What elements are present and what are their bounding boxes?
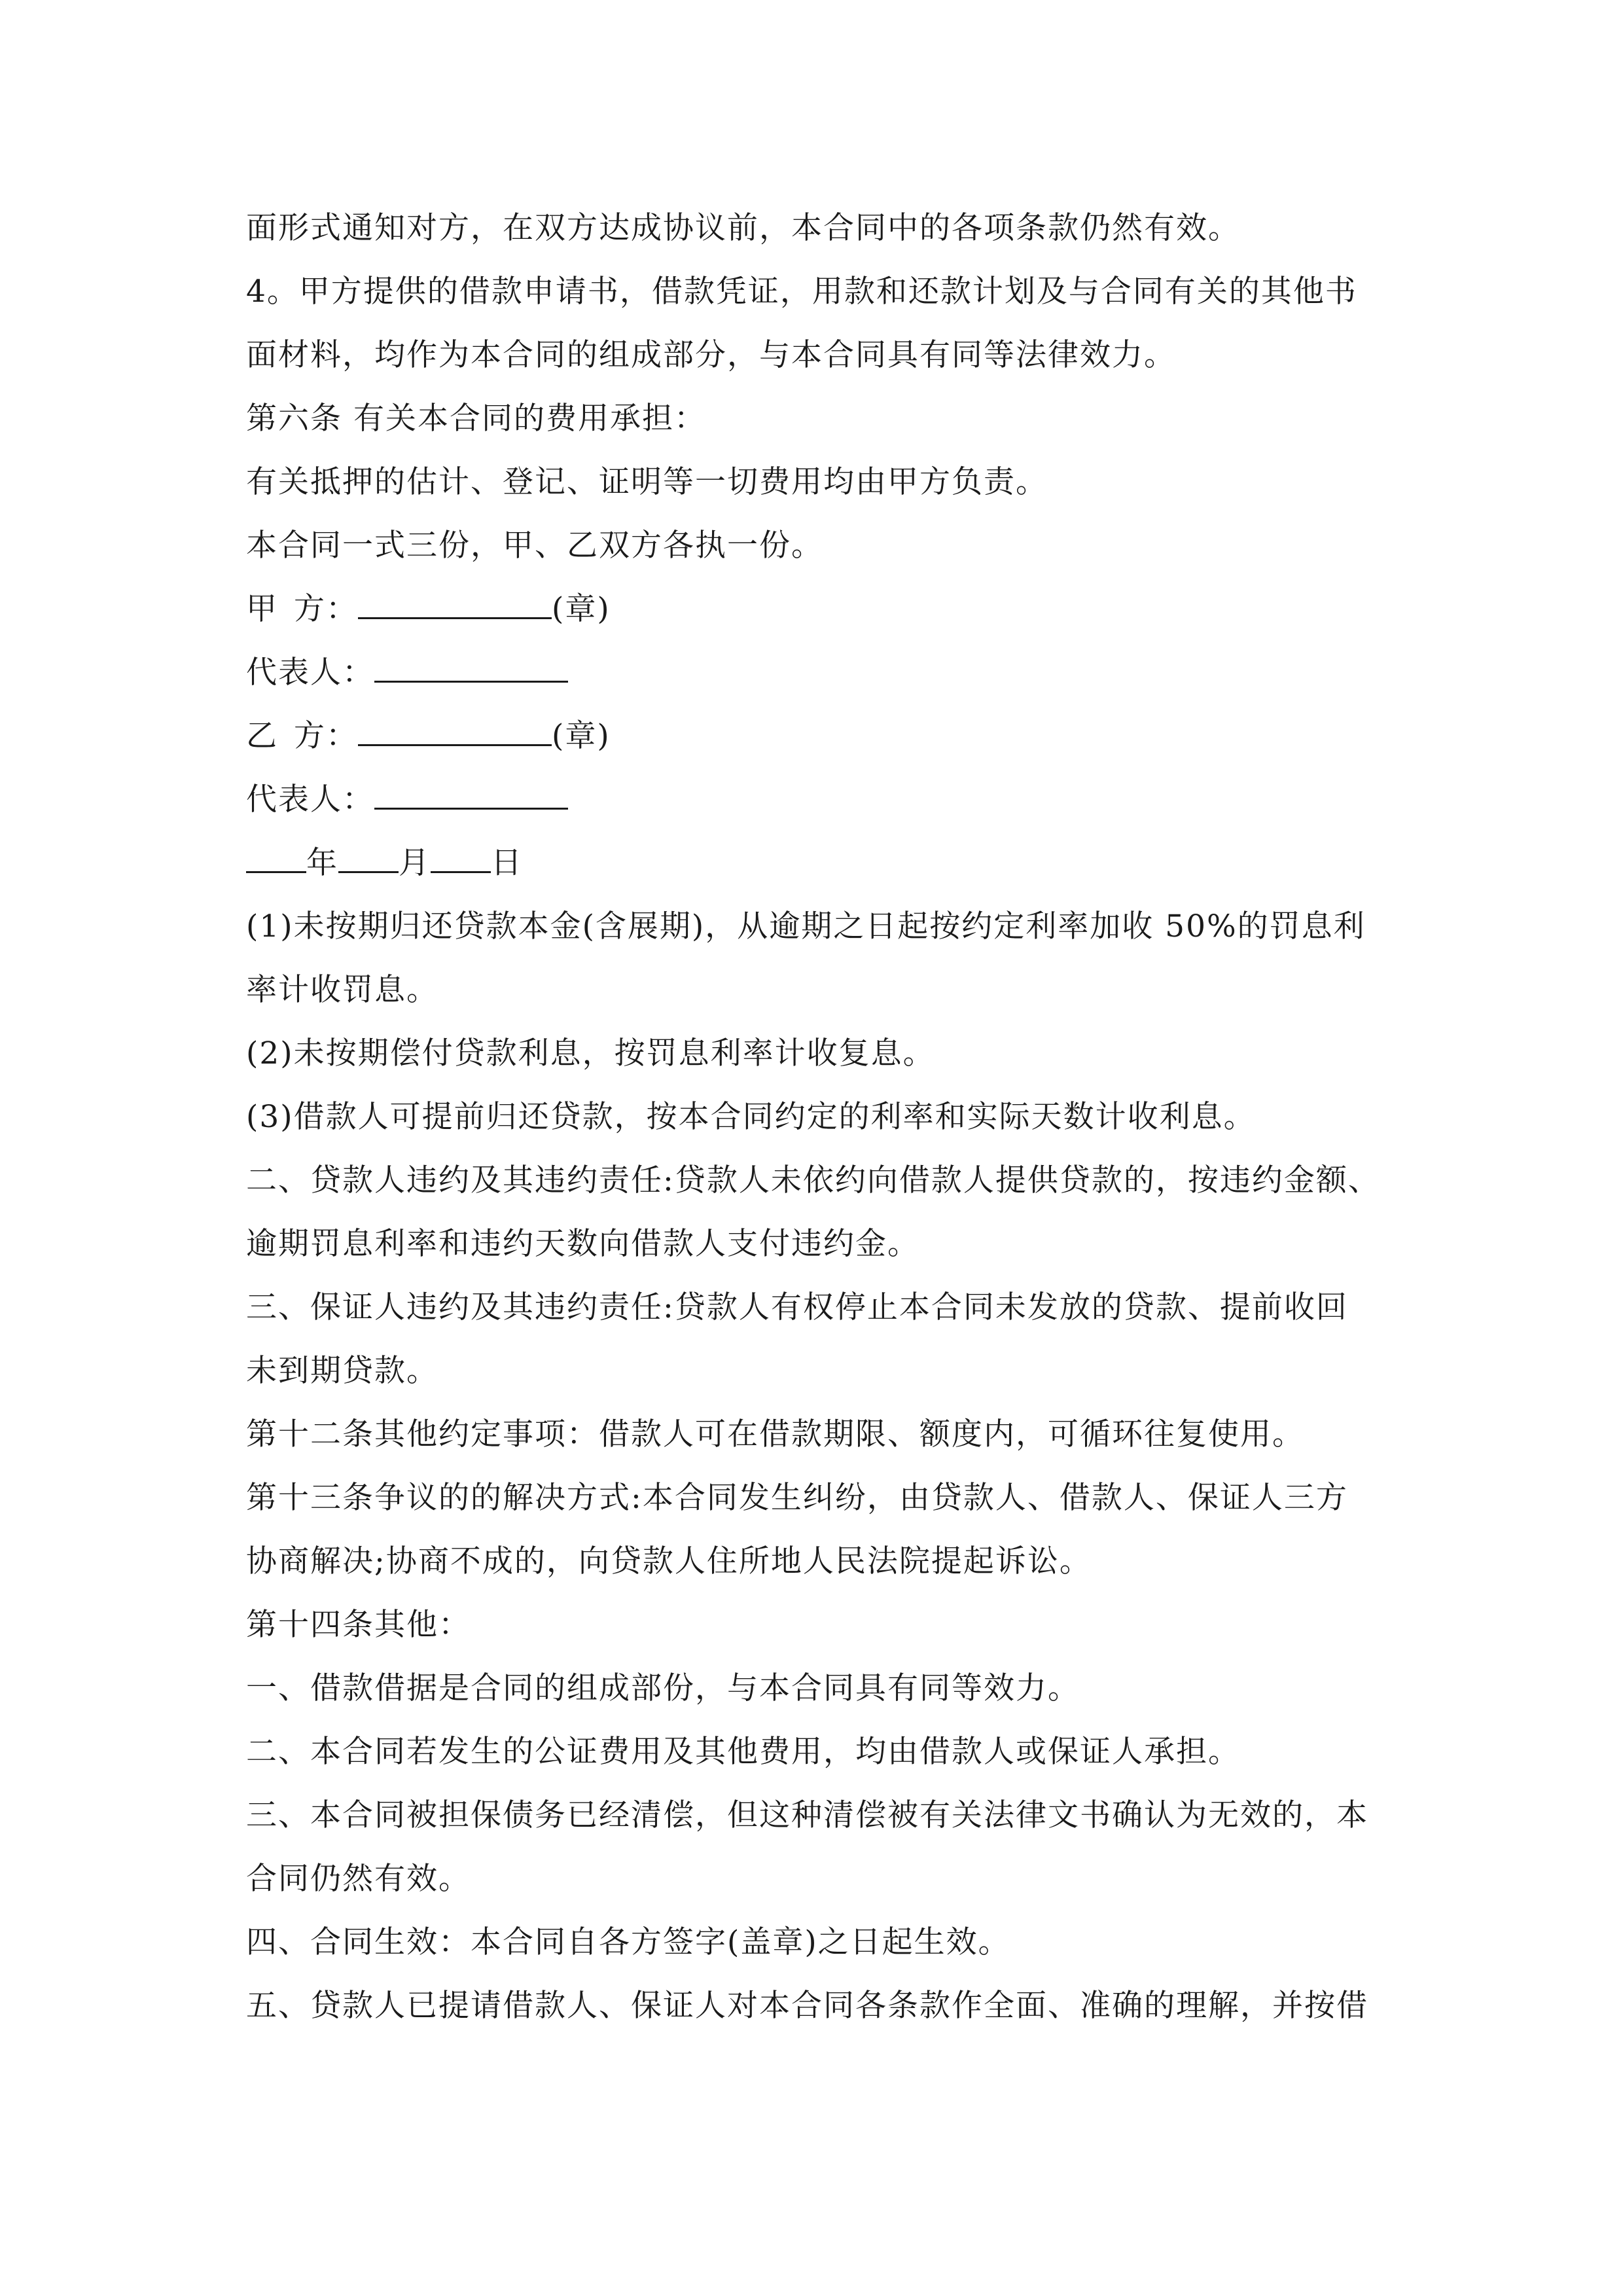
text-line: 二、贷款人违约及其违约责任:贷款人未依约向借款人提供贷款的，按违约金额、 bbox=[246, 1162, 1380, 1198]
year-label: 年 bbox=[306, 845, 338, 881]
text-line: 面形式通知对方，在双方达成协议前，本合同中的各项条款仍然有效。 bbox=[246, 210, 1240, 246]
party-a-signature-line bbox=[246, 577, 1385, 641]
day-blank bbox=[431, 835, 491, 873]
document-body bbox=[246, 196, 1385, 2037]
party-a-seal: (章) bbox=[552, 591, 611, 627]
party-b-label: 乙 bbox=[246, 718, 278, 754]
day-label: 日 bbox=[491, 845, 523, 881]
text-line: (1)未按期归还贷款本金(含展期)，从逾期之日起按约定利率加收 50%的罚息利 bbox=[246, 908, 1366, 944]
date-line bbox=[246, 831, 1385, 895]
party-b-blank bbox=[358, 708, 552, 746]
text-line: 第十二条其他约定事项：借款人可在借款期限、额度内，可循环往复使用。 bbox=[246, 1416, 1304, 1452]
text-line: 三、保证人违约及其违约责任:贷款人有权停止本合同未发放的贷款、提前收回 bbox=[246, 1289, 1348, 1325]
text-line: 第六条 有关本合同的费用承担： bbox=[246, 401, 706, 437]
party-b-representative-line bbox=[246, 768, 1385, 831]
text-line: 四、合同生效：本合同自各方签字(盖章)之日起生效。 bbox=[246, 1924, 1010, 1960]
text-line: 逾期罚息利率和违约天数向借款人支付违约金。 bbox=[246, 1226, 919, 1262]
month-blank bbox=[338, 835, 399, 873]
text-line: 三、本合同被担保债务已经清偿，但这种清偿被有关法律文书确认为无效的，本 bbox=[246, 1797, 1368, 1833]
party-a-label: 甲 bbox=[246, 591, 278, 627]
text-line: 未到期贷款。 bbox=[246, 1353, 438, 1389]
text-line: (2)未按期偿付贷款利息，按罚息利率计收复息。 bbox=[246, 1035, 935, 1071]
representative-blank bbox=[374, 772, 568, 810]
representative-label: 代表人： bbox=[246, 655, 374, 691]
text-line: (3)借款人可提前归还贷款，按本合同约定的利率和实际天数计收利息。 bbox=[246, 1099, 1256, 1135]
year-blank bbox=[246, 835, 306, 873]
text-line: 第十三条争议的的解决方式:本合同发生纠纷，由贷款人、借款人、保证人三方 bbox=[246, 1480, 1348, 1516]
text-line: 一、借款借据是合同的组成部份，与本合同具有同等效力。 bbox=[246, 1670, 1080, 1706]
text-line: 本合同一式三份，甲、乙双方各执一份。 bbox=[246, 528, 823, 564]
text-line: 面材料，均作为本合同的组成部分，与本合同具有同等法律效力。 bbox=[246, 337, 1176, 373]
text-line: 合同仍然有效。 bbox=[246, 1861, 471, 1897]
month-label: 月 bbox=[399, 845, 431, 881]
party-a-representative-line bbox=[246, 641, 1385, 704]
text-line: 第十四条其他： bbox=[246, 1607, 471, 1643]
text-line: 五、贷款人已提请借款人、保证人对本合同各条款作全面、准确的理解，并按借 bbox=[246, 1988, 1368, 2024]
representative-label: 代表人： bbox=[246, 781, 374, 817]
party-a-blank bbox=[358, 581, 552, 619]
party-b-signature-line bbox=[246, 704, 1385, 768]
text-line: 二、本合同若发生的公证费用及其他费用，均由借款人或保证人承担。 bbox=[246, 1734, 1240, 1770]
party-b-seal: (章) bbox=[552, 718, 611, 754]
text-line: 协商解决;协商不成的，向贷款人住所地人民法院提起诉讼。 bbox=[246, 1543, 1092, 1579]
text-line: 4。甲方提供的借款申请书，借款凭证，用款和还款计划及与合同有关的其他书 bbox=[246, 274, 1357, 310]
party-b-label-suffix: 方： bbox=[294, 718, 358, 754]
text-line: 率计收罚息。 bbox=[246, 972, 438, 1008]
text-line: 有关抵押的估计、登记、证明等一切费用均由甲方负责。 bbox=[246, 464, 1048, 500]
party-a-label-suffix: 方： bbox=[294, 591, 358, 627]
representative-blank bbox=[374, 645, 568, 683]
